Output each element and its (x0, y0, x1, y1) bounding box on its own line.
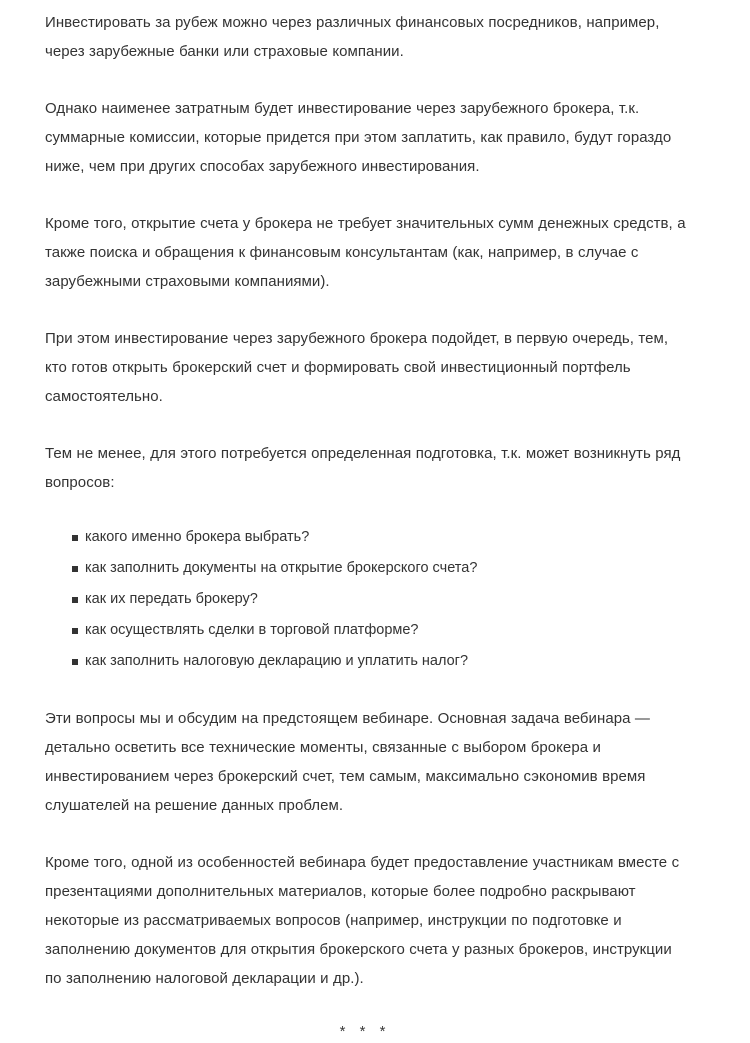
paragraph-webinar-goal: Эти вопросы мы и обсудим на предстоящем вебинаре. Основная задача вебинара — детально осветить все технические моменты, связанные с выбором брокера и инвестированием через брокерский счет, тем самым, максимально сэкономив время слушателей на решение данных проблем. (45, 710, 650, 814)
paragraph-webinar-materials: Кроме того, одной из особенностей вебинара будет предоставление участникам вместе с презентациями дополнительных материалов, которые более подробно раскрывают некоторые из рассматриваемых вопросов (например, инструкции по подготовке и заполнению документов для открытия брокерского счета у разных брокеров, инструкции по заполнению налоговой декларации и др.). (45, 854, 680, 987)
list-item (72, 556, 690, 581)
square-bullet-icon (72, 535, 78, 541)
question-list (45, 525, 690, 674)
square-bullet-icon (72, 597, 78, 603)
list-item (72, 649, 690, 674)
list-item-label: как заполнить документы на открытие брокерского счета? (85, 560, 478, 576)
list-item (72, 525, 690, 550)
square-bullet-icon (72, 659, 78, 665)
square-bullet-icon (72, 628, 78, 634)
paragraph-account-opening: Кроме того, открытие счета у брокера не требует значительных сумм денежных средств, а также поиска и обращения к финансовым консультантам (как, например, в случае с зарубежными страховыми компаниями). (45, 215, 686, 290)
section-separator: * * * (339, 1023, 391, 1040)
list-item-label: как осуществлять сделки в торговой платформе? (85, 622, 419, 638)
list-item-label: как их передать брокеру? (85, 591, 258, 607)
list-item-label: как заполнить налоговую декларацию и уплатить налог? (85, 653, 469, 669)
paragraph-suitability: При этом инвестирование через зарубежного брокера подойдет, в первую очередь, тем, кто готов открыть брокерский счет и формировать свой инвестиционный портфель самостоятельно. (45, 330, 669, 405)
list-item (72, 618, 690, 643)
paragraph-cost: Однако наименее затратным будет инвестирование через зарубежного брокера, т.к. суммарные комиссии, которые придется при этом заплатить, как правило, будут гораздо ниже, чем при других способах зарубежного инвестирования. (45, 100, 672, 175)
square-bullet-icon (72, 566, 78, 572)
paragraph-preparation: Тем не менее, для этого потребуется определенная подготовка, т.к. может возникнуть ряд вопросов: (45, 445, 681, 491)
paragraph-intro: Инвестировать за рубеж можно через различных финансовых посредников, например, через зарубежные банки или страховые компании. (45, 14, 660, 60)
list-item-label: какого именно брокера выбрать? (85, 529, 310, 545)
list-item (72, 587, 690, 612)
